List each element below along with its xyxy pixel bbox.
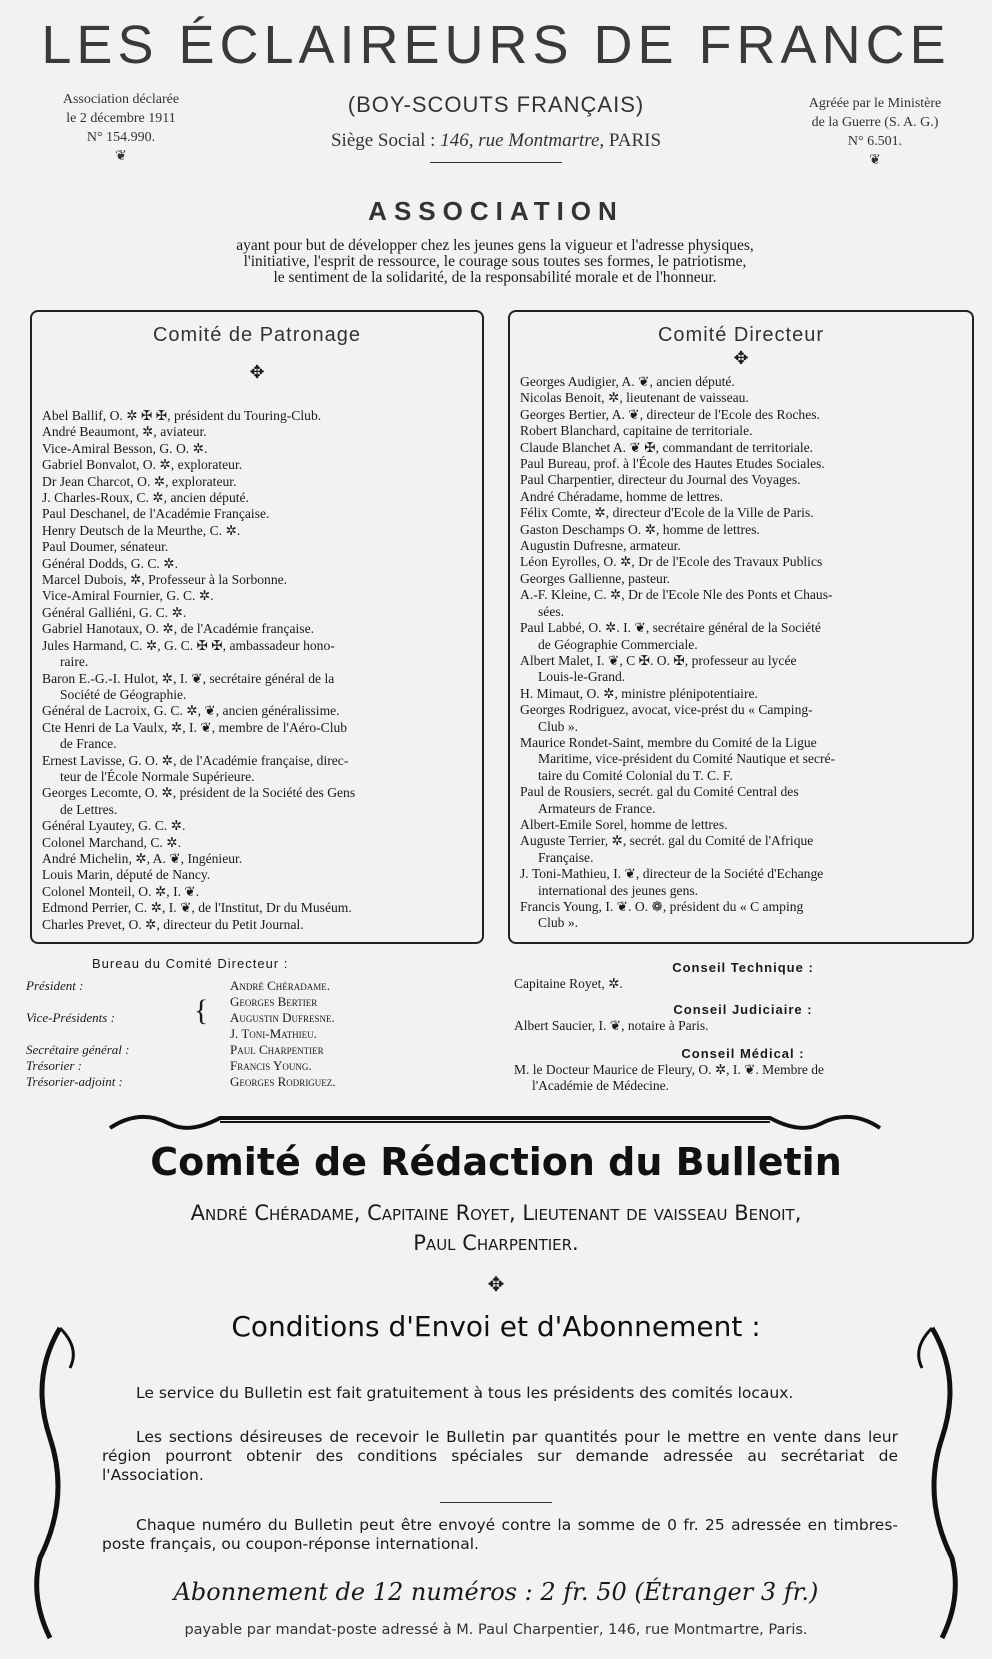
payment-instructions: payable par mandat-poste adressé à M. Paul Charpentier, 146, rue Montmartre, Paris.	[184, 1622, 808, 1638]
ornament-icon: ❦	[115, 149, 127, 164]
member-line: Georges Audigier, A. ❦, ancien député.	[520, 374, 735, 389]
association-registration	[26, 90, 216, 166]
member-line: teur de l'École Normale Supérieure.	[60, 768, 255, 784]
member-line: Société de Géographie.	[60, 686, 187, 702]
patronage-list	[42, 408, 474, 933]
member-line: J. Toni-Mathieu, I. ❦, directeur de la Société d'Echange	[520, 866, 824, 882]
member-line: Club ».	[538, 718, 579, 734]
member-line: Claude Blanchet A. ❦ ✠, commandant de territoriale.	[520, 439, 814, 455]
member-line: Vice-Amiral Besson, G. O. ✲.	[42, 440, 208, 456]
approval-line: N° 6.501.	[847, 134, 903, 149]
member-line: Paul Bureau, prof. à l'École des Hautes Etudes Sociales.	[520, 456, 825, 472]
member-line: J. Charles-Roux, C. ✲, ancien député.	[42, 490, 249, 506]
redaction-line: Paul Charpentier.	[413, 1231, 579, 1255]
conditions-paragraph: Chaque numéro du Bulletin peut être envoyé contre la somme de 0 fr. 25 adressée en timbres-poste français, ou coupon-réponse international.	[102, 1516, 898, 1553]
member-line: Paul Charpentier, directeur du Journal des Voyages.	[520, 472, 801, 488]
role-label	[26, 1026, 196, 1042]
role-label: Vice-Présidents :	[26, 1010, 115, 1025]
siege-address: 146, rue Montmartre,	[440, 130, 605, 151]
registration-line: N° 154.990.	[86, 130, 156, 145]
member-line: Paul Doumer, sénateur.	[42, 539, 169, 555]
purpose-line: ayant pour but de développer chez les jeunes gens la vigueur et l'adresse physiques,	[236, 237, 754, 254]
member-line: Maritime, vice-président du Comité Nautique et secré-	[538, 751, 836, 767]
head-office	[250, 130, 742, 152]
member-line: Club ».	[538, 915, 579, 931]
member-line: Georges Rodriguez, avocat, vice-prést du « Camping-	[520, 702, 813, 718]
conseil-judiciaire-title: Conseil Judiciaire :	[673, 1002, 813, 1017]
subtitle: (BOY-SCOUTS FRANÇAIS)	[347, 92, 645, 117]
member-line: Léon Eyrolles, O. ✲, Dr de l'Ecole des Travaux Publics	[520, 554, 823, 570]
bureau-roles	[26, 978, 196, 1090]
member-line: Abel Ballif, O. ✲ ✠ ✠, président du Touring-Club.	[42, 408, 322, 423]
conseil-medical-text: M. le Docteur Maurice de Fleury, O. ✲, I. ❦. Membre de	[514, 1062, 825, 1077]
subscription-price: Abonnement de 12 numéros : 2 fr. 50 (Étranger 3 fr.)	[173, 1578, 819, 1606]
conseil-medical-title: Conseil Médical :	[681, 1046, 805, 1061]
member-line: Paul Deschanel, de l'Académie Française.	[42, 506, 270, 522]
bureau-name: Francis Young.	[230, 1058, 312, 1073]
purpose-line: l'initiative, l'esprit de ressource, le courage sous toutes ses formes, le patriotisme,	[243, 253, 747, 270]
bureau-name: Augustin Dufresne.	[230, 1010, 335, 1025]
member-line: taire du Comité Colonial du T. C. F.	[538, 767, 733, 783]
redaction-line: André Chéradame, Capitaine Royet, Lieutenant de vaisseau Benoit,	[190, 1201, 802, 1225]
conseil-judiciaire-text: Albert Saucier, I. ❦, notaire à Paris.	[514, 1018, 709, 1033]
role-label: Trésorier-adjoint :	[26, 1074, 123, 1089]
fleuron-icon: ✥	[487, 1274, 505, 1296]
member-line: Paul Labbé, O. ✲. I. ❦, secrétaire général de la Société	[520, 620, 821, 636]
directeur-title: Comité Directeur	[657, 324, 825, 346]
member-line: Félix Comte, ✲, directeur d'Ecole de la Ville de Paris.	[520, 505, 814, 521]
patronage-box	[30, 310, 484, 944]
member-line: Edmond Perrier, C. ✲, I. ❦, de l'Institut, Dr du Muséum.	[42, 900, 352, 916]
siege-city: PARIS	[608, 130, 662, 151]
registration-line: le 2 décembre 1911	[66, 111, 176, 126]
fleuron-icon: ✥	[733, 348, 749, 368]
member-line: André Beaumont, ✲, aviateur.	[42, 424, 207, 440]
siege-label: Siège Social :	[330, 130, 436, 151]
member-line: Jules Harmand, C. ✲, G. C. ✠ ✠, ambassadeur hono-	[42, 637, 335, 653]
bureau-name: Georges Rodriguez.	[230, 1074, 336, 1089]
bureau-title: Bureau du Comité Directeur :	[92, 956, 289, 971]
member-line: Albert Malet, I. ❦, C ✠. O. ✠, professeur au lycée	[520, 652, 797, 668]
conseil-judiciaire	[508, 1002, 978, 1034]
approval-line: Agréée par le Ministère	[808, 96, 942, 111]
member-line: Gabriel Bonvalot, O. ✲, explorateur.	[42, 457, 243, 473]
patronage-title: Comité de Patronage	[152, 324, 361, 346]
brace-icon: {	[194, 994, 209, 1027]
member-line: Augustin Dufresne, armateur.	[520, 538, 681, 554]
journal-title: LES ÉCLAIREURS DE FRANCE	[41, 15, 951, 75]
member-line: Baron E.-G.-I. Hulot, ✲, I. ❦, secrétaire général de la	[42, 670, 335, 686]
member-line: Vice-Amiral Fournier, G. C. ✲.	[42, 588, 214, 604]
ministry-approval	[770, 94, 980, 170]
member-line: sées.	[538, 603, 565, 619]
member-line: Georges Bertier, A. ❦, directeur de l'Ecole des Roches.	[520, 406, 820, 422]
role-label: Président :	[26, 978, 84, 993]
member-line: Maurice Rondet-Saint, membre du Comité de la Ligue	[520, 734, 817, 750]
member-line: H. Mimaut, O. ✲, ministre plénipotentiaire.	[520, 685, 758, 701]
divider	[430, 162, 562, 163]
member-line: Albert-Emile Sorel, homme de lettres.	[520, 816, 728, 832]
conditions-paragraph: Les sections désireuses de recevoir le Bulletin par quantités pour le mettre en vente dans leur région pourront obtenir des conditions spéciales sur demande adressée au secrétariat de l'Association.	[102, 1428, 898, 1484]
member-line: Nicolas Benoit, ✲, lieutenant de vaisseau.	[520, 390, 749, 406]
conditions-paragraph: Le service du Bulletin est fait gratuitement à tous les présidents des comités locaux.	[136, 1384, 794, 1402]
member-line: Louis-le-Grand.	[538, 669, 626, 685]
bureau-names	[230, 978, 450, 1090]
member-line: international des jeunes gens.	[538, 882, 699, 898]
member-line: Marcel Dubois, ✲, Professeur à la Sorbonne.	[42, 572, 288, 588]
redaction-names	[30, 1198, 962, 1258]
bureau-name: J. Toni-Mathieu.	[230, 1026, 317, 1041]
bureau-name: André Chéradame.	[230, 978, 331, 993]
member-line: de Géographie Commerciale.	[538, 636, 698, 652]
member-line: Louis Marin, député de Nancy.	[42, 867, 211, 883]
member-line: de France.	[60, 736, 117, 752]
member-line: Colonel Marchand, C. ✲.	[42, 834, 181, 850]
redaction-title: Comité de Rédaction du Bulletin	[150, 1140, 842, 1184]
role-label: Trésorier :	[26, 1058, 82, 1073]
member-line: André Michelin, ✲, A. ❦, Ingénieur.	[42, 850, 243, 866]
member-line: Dr Jean Charcot, O. ✲, explorateur.	[42, 473, 237, 489]
member-line: Henry Deutsch de la Meurthe, C. ✲.	[42, 522, 241, 538]
approval-line: de la Guerre (S. A. G.)	[811, 115, 939, 130]
member-line: Armateurs de France.	[538, 800, 656, 816]
member-line: Cte Henri de La Vaulx, ✲, I. ❦, membre de l'Aéro-Club	[42, 719, 348, 735]
member-line: Georges Lecomte, O. ✲, président de la Société des Gens	[42, 785, 356, 801]
member-line: Colonel Monteil, O. ✲, I. ❦.	[42, 883, 200, 899]
conseil-technique-text: Capitaine Royet, ✲.	[514, 976, 623, 991]
fleuron-icon: ✥	[249, 362, 265, 382]
member-line: Charles Prevet, O. ✲, directeur du Petit Journal.	[42, 916, 304, 932]
association-purpose	[110, 238, 880, 286]
member-line: Général de Lacroix, G. C. ✲, ❦, ancien généralissime.	[42, 703, 340, 719]
conseil-technique-title: Conseil Technique :	[672, 960, 814, 975]
bureau-name: Georges Bertier	[230, 994, 318, 1009]
member-line: André Chéradame, homme de lettres.	[520, 488, 724, 504]
role-label: Secrétaire général :	[26, 1042, 130, 1057]
association-heading: ASSOCIATION	[368, 196, 624, 226]
member-line: Paul de Rousiers, secrét. gal du Comité Central des	[520, 784, 799, 800]
directeur-box	[508, 310, 974, 944]
conseil-medical	[508, 1046, 978, 1094]
divider	[440, 1502, 552, 1503]
member-line: Auguste Terrier, ✲, secrét. gal du Comité de l'Afrique	[520, 833, 814, 849]
member-line: Francis Young, I. ❦. O. ❁, président du « C amping	[520, 899, 804, 914]
bureau-name: Paul Charpentier	[230, 1042, 324, 1057]
member-line: Française.	[538, 849, 594, 865]
directeur-list	[520, 374, 964, 932]
ornament-icon: ❦	[869, 153, 881, 168]
role-label	[26, 994, 196, 1010]
purpose-line: le sentiment de la solidarité, de la responsabilité morale et de l'honneur.	[273, 269, 717, 286]
member-line: Georges Gallienne, pasteur.	[520, 570, 670, 586]
member-line: Général Dodds, G. C. ✲.	[42, 555, 178, 571]
member-line: Robert Blanchard, capitaine de territoriale.	[520, 423, 753, 439]
conseil-medical-text: l'Académie de Médecine.	[532, 1078, 669, 1093]
member-line: Gabriel Hanotaux, O. ✲, de l'Académie française.	[42, 621, 315, 637]
conseil-technique	[508, 960, 978, 992]
member-line: raire.	[60, 654, 89, 670]
member-line: Général Lyautey, G. C. ✲.	[42, 818, 186, 834]
decorative-divider	[100, 1104, 890, 1144]
member-line: Général Galliéni, G. C. ✲.	[42, 604, 187, 620]
member-line: de Lettres.	[60, 801, 118, 817]
registration-line: Association déclarée	[62, 92, 180, 107]
conditions-title: Conditions d'Envoi et d'Abonnement :	[231, 1310, 761, 1343]
member-line: A.-F. Kleine, C. ✲, Dr de l'Ecole Nle des Ponts et Chaus-	[520, 587, 833, 603]
member-line: Ernest Lavisse, G. O. ✲, de l'Académie française, direc-	[42, 752, 349, 768]
member-line: Gaston Deschamps O. ✲, homme de lettres.	[520, 521, 760, 537]
